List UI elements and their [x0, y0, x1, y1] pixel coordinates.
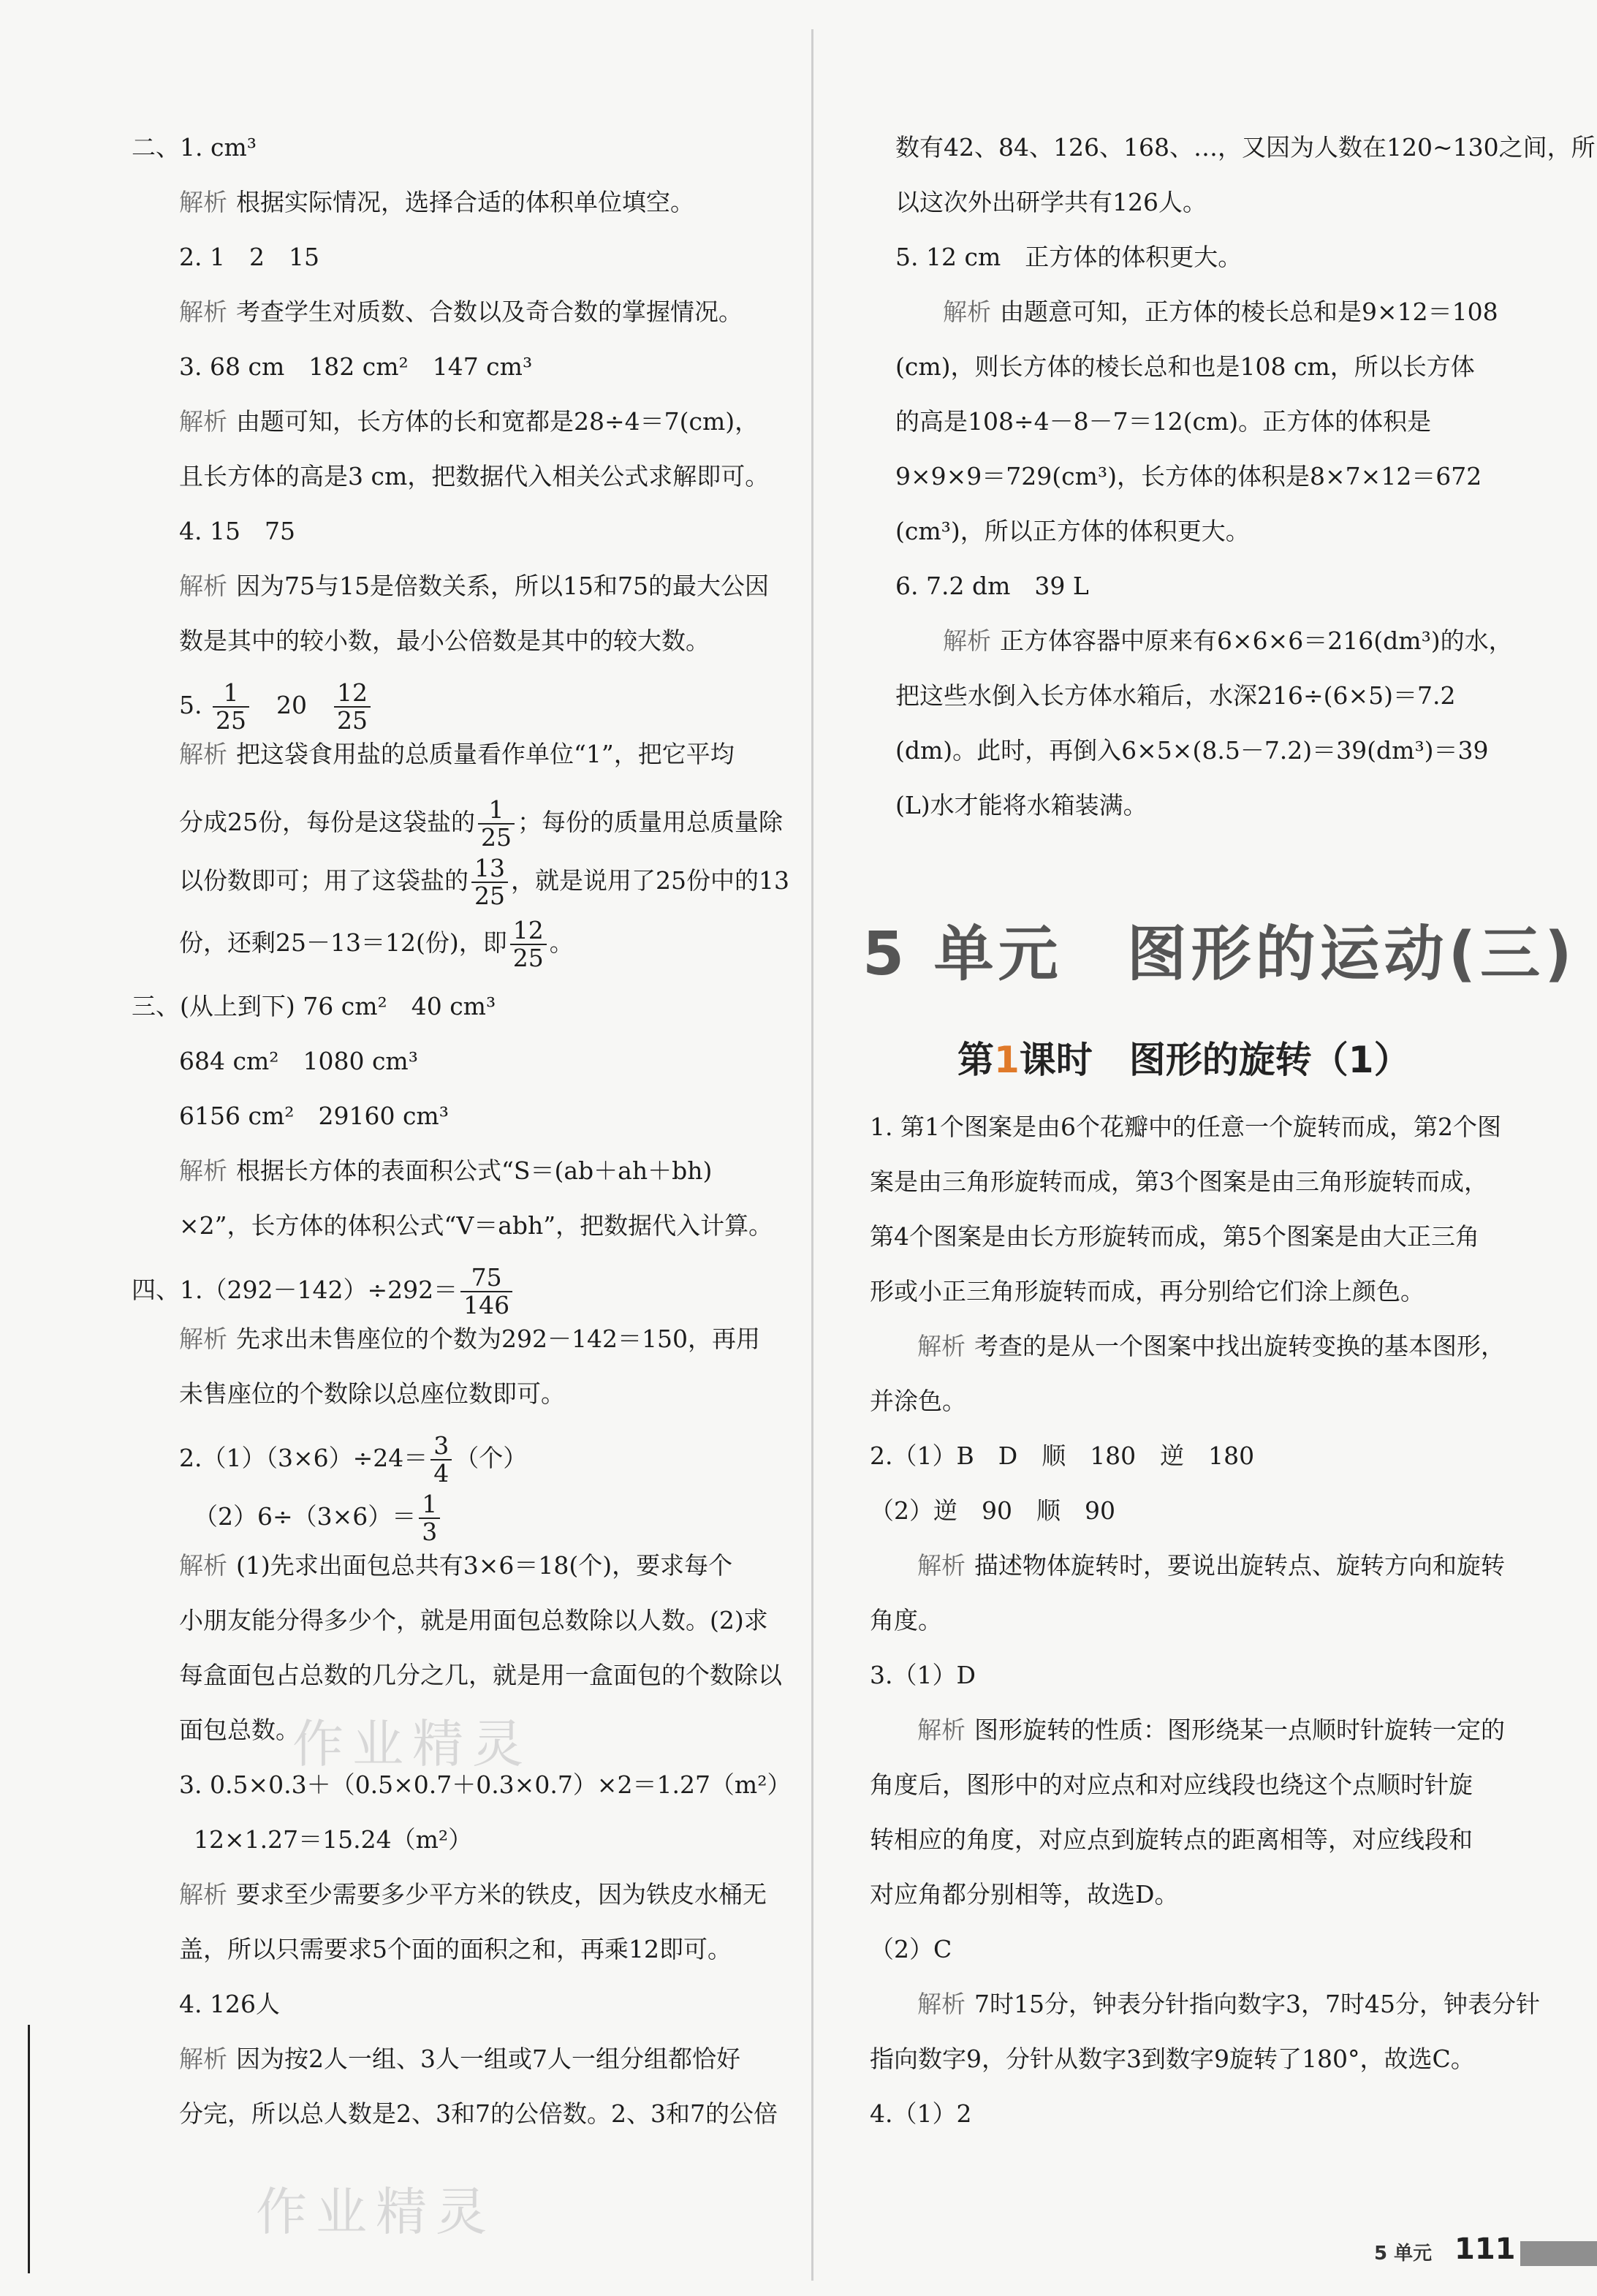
answer-line	[179, 1100, 449, 1132]
analysis-line	[179, 406, 759, 438]
line-text: 考查学生对质数、合数以及奇合数的掌握情况。	[236, 298, 743, 326]
answer-line	[895, 241, 1242, 273]
line-text: 形或小正三角形旋转而成，再分别给它们涂上颜色。	[870, 1277, 1425, 1306]
line-text: 因为按2人一组、3人一组或7人一组分组都恰好	[236, 2045, 740, 2073]
answer-line	[870, 1276, 1425, 1308]
analysis-line	[917, 1550, 1505, 1582]
line-text: 4. 126人	[179, 1990, 280, 2018]
answer-line	[179, 1378, 565, 1410]
line-text: 份，还剩25－13＝12(份)，即 $\frac{12}{25}$ 。	[179, 916, 574, 972]
answer-line	[895, 789, 1148, 822]
answer-line	[194, 1824, 472, 1856]
line-text: (dm)。此时，再倒入6×5×(8.5－7.2)＝39(dm³)＝39	[895, 736, 1489, 765]
lesson-title	[957, 1031, 1411, 1083]
line-text: 考查的是从一个图案中找出旋转变换的基本图形，	[974, 1332, 1505, 1360]
answer-line	[895, 132, 1596, 164]
line-text: 2.（1）B D 顺 180 逆 180	[870, 1441, 1255, 1470]
line-text: 由题可知，长方体的长和宽都是28÷4＝7(cm)，	[236, 407, 759, 436]
line-text: 指向数字9，分针从数字3到数字9旋转了180°，故选C。	[870, 2045, 1475, 2073]
line-text: 描述物体旋转时，要说出旋转点、旋转方向和旋转	[974, 1551, 1505, 1580]
line-text: 分完，所以总人数是2、3和7的公倍数。2、3和7的公倍	[179, 2099, 778, 2128]
fraction: $\frac{75}{146}$	[460, 1265, 512, 1319]
answer-line	[179, 241, 319, 273]
answer-line	[179, 1988, 280, 2020]
answer-line	[179, 1714, 300, 1746]
answer-line	[870, 1221, 1479, 1253]
footer-unit: 5 单元	[1374, 2243, 1433, 2265]
line-text: （2）逆 90 顺 90	[870, 1496, 1115, 1525]
analysis-label: 解析	[917, 1716, 966, 1744]
answer-line	[194, 1491, 443, 1545]
answer-line	[870, 2043, 1475, 2075]
analysis-label: 解析	[917, 1551, 966, 1580]
analysis-line	[179, 1550, 732, 1582]
answer-line	[895, 461, 1482, 493]
line-text: 角度。	[870, 1606, 942, 1634]
analysis-label: 解析	[179, 1325, 227, 1353]
fraction: $\frac{1}{25}$	[213, 680, 249, 734]
line-text: 三、(从上到下) 76 cm² 40 cm³	[132, 992, 496, 1020]
analysis-line	[179, 1879, 767, 1911]
lesson-title-post: 课时 图形的旋转（1）	[1019, 1039, 1411, 1081]
analysis-label: 解析	[179, 1156, 227, 1185]
line-text: 面包总数。	[179, 1716, 300, 1744]
line-text: 根据实际情况，选择合适的体积单位填空。	[236, 188, 694, 216]
line-text: 3.（1）D	[870, 1661, 976, 1689]
line-text: 四、1.（292－142）÷292＝ $\frac{75}{146}$	[132, 1276, 515, 1304]
answer-line	[870, 1604, 942, 1637]
page-number: 111	[1454, 2232, 1516, 2266]
analysis-line	[943, 296, 1498, 328]
answer-line	[870, 2098, 971, 2130]
answer-line	[179, 797, 783, 851]
lesson-title-num: 1	[994, 1039, 1020, 1081]
line-text: 转相应的角度，对应点到旋转点的距离相等，对应线段和	[870, 1825, 1473, 1854]
answer-line	[132, 132, 257, 164]
answer-line	[179, 1045, 418, 1077]
analysis-line	[917, 1988, 1540, 2020]
column-divider	[811, 29, 813, 2281]
answer-line	[895, 406, 1431, 438]
fraction: $\frac{12}{25}$	[510, 917, 547, 971]
answer-line	[870, 1495, 1115, 1527]
line-text: 3. 0.5×0.3＋（0.5×0.7＋0.3×0.7）×2＝1.27（m²）	[179, 1770, 792, 1799]
answer-line	[895, 515, 1250, 548]
answer-line	[179, 515, 295, 548]
line-text: ×2”，长方体的体积公式“V＝abh”，把数据代入计算。	[179, 1211, 773, 1240]
analysis-line	[179, 738, 735, 770]
answer-line	[870, 1824, 1473, 1856]
line-text: 要求至少需要多少平方米的铁皮，因为铁皮水桶无	[236, 1880, 767, 1909]
line-text: 二、1. cm³	[132, 133, 257, 162]
analysis-label: 解析	[917, 1332, 966, 1360]
analysis-line	[179, 570, 769, 602]
analysis-label: 解析	[179, 188, 227, 216]
answer-line	[895, 351, 1475, 383]
line-text: 2.（1）（3×6）÷24＝ $\frac{3}{4}$ （个）	[179, 1431, 528, 1488]
answer-line	[179, 1933, 732, 1966]
line-text: (cm³)，所以正方体的体积更大。	[895, 517, 1250, 545]
watermark: 作业精灵	[256, 2182, 496, 2242]
line-text: 5. 12 cm 正方体的体积更大。	[895, 243, 1243, 271]
line-text: 且长方体的高是3 cm，把数据代入相关公式求解即可。	[179, 462, 770, 490]
analysis-line	[917, 1714, 1505, 1746]
answer-line	[132, 990, 496, 1023]
analysis-label: 解析	[917, 1990, 966, 2018]
analysis-line	[179, 2043, 740, 2075]
line-text: 5. $\frac{1}{25}$ 20 $\frac{12}{25}$	[179, 691, 373, 719]
watermark: 作业精灵	[292, 1714, 532, 1774]
line-text: 因为75与15是倍数关系，所以15和75的最大公因	[236, 572, 769, 600]
answer-line	[870, 1166, 1488, 1198]
line-text: 对应角都分别相等，故选D。	[870, 1880, 1179, 1909]
line-text: 3. 68 cm 182 cm² 147 cm³	[179, 352, 533, 381]
line-text: 以份数即可；用了这袋盐的 $\frac{13}{25}$ ，就是说用了25份中的13	[179, 854, 789, 910]
line-text: (L)水才能将水箱装满。	[895, 791, 1148, 819]
answer-line	[179, 1659, 782, 1691]
answer-line	[179, 1604, 768, 1637]
answer-line	[870, 1385, 966, 1417]
analysis-label: 解析	[179, 2045, 227, 2073]
answer-line	[179, 1210, 773, 1242]
line-text: 2. 1 2 15	[179, 243, 319, 271]
answer-line	[870, 1111, 1501, 1143]
analysis-line	[917, 1330, 1505, 1363]
analysis-label: 解析	[179, 572, 227, 600]
line-text: 盖，所以只需要求5个面的面积之和，再乘12即可。	[179, 1935, 732, 1963]
line-text: 4. 15 75	[179, 517, 295, 545]
line-text: 并涂色。	[870, 1387, 966, 1415]
analysis-label: 解析	[179, 1880, 227, 1909]
answer-line	[179, 625, 710, 657]
analysis-line	[179, 1323, 760, 1355]
line-text: 由题意可知，正方体的棱长总和是9×12＝108	[1000, 298, 1498, 326]
answer-line	[179, 1433, 527, 1487]
answer-line	[870, 1440, 1254, 1472]
analysis-line	[179, 186, 694, 219]
analysis-label: 解析	[179, 1551, 227, 1580]
answer-line	[132, 1265, 515, 1319]
fraction: $\frac{1}{3}$	[419, 1491, 440, 1545]
answer-line	[895, 735, 1489, 767]
answer-line	[895, 186, 1207, 219]
line-text: 正方体容器中原来有6×6×6＝216(dm³)的水，	[1000, 626, 1513, 655]
lesson-title-pre: 第	[957, 1039, 994, 1081]
line-text: 6. 7.2 dm 39 L	[895, 572, 1089, 600]
answer-line	[895, 570, 1089, 602]
line-text: 7时15分，钟表分针指向数字3，7时45分，钟表分针	[974, 1990, 1540, 2018]
analysis-label: 解析	[179, 407, 227, 436]
line-text: 先求出未售座位的个数为292－142＝150，再用	[236, 1325, 760, 1353]
line-text: （2）6÷（3×6）＝ $\frac{1}{3}$	[194, 1502, 443, 1531]
line-text: (1)先求出面包总共有3×6＝18(个)，要求每个	[236, 1551, 733, 1580]
answer-line	[870, 1933, 952, 1966]
line-text: 4.（1）2	[870, 2099, 972, 2128]
margin-bar	[28, 2025, 30, 2273]
line-text: 把这袋食用盐的总质量看作单位“1”，把它平均	[236, 740, 735, 768]
fraction: $\frac{13}{25}$	[471, 855, 508, 909]
answer-line	[179, 917, 574, 971]
line-text: (cm)，则长方体的棱长总和也是108 cm，所以长方体	[895, 352, 1475, 381]
line-text: 以这次外出研学共有126人。	[895, 188, 1207, 216]
line-text: 根据长方体的表面积公式“S＝(ab＋ah＋bh)	[236, 1156, 713, 1185]
line-text: 角度后，图形中的对应点和对应线段也绕这个点顺时针旋	[870, 1770, 1473, 1799]
answer-line	[179, 351, 532, 383]
answer-line	[179, 2098, 778, 2130]
line-text: 未售座位的个数除以总座位数即可。	[179, 1379, 565, 1408]
answer-line	[179, 855, 789, 909]
line-text: 684 cm² 1080 cm³	[179, 1047, 418, 1075]
answer-line	[179, 461, 769, 493]
line-text: 把这些水倒入长方体水箱后，水深216÷(6×5)＝7.2	[895, 681, 1456, 710]
line-text: 每盒面包占总数的几分之几，就是用一盒面包的个数除以	[179, 1661, 782, 1689]
line-text: 小朋友能分得多少个，就是用面包总数除以人数。(2)求	[179, 1606, 768, 1634]
line-text: 9×9×9＝729(cm³)，长方体的体积是8×7×12＝672	[895, 462, 1482, 490]
line-text: 图形旋转的性质：图形绕某一点顺时针旋转一定的	[974, 1716, 1505, 1744]
analysis-line	[943, 625, 1513, 657]
analysis-label: 解析	[179, 740, 227, 768]
analysis-label: 解析	[943, 626, 991, 655]
analysis-label: 解析	[179, 298, 227, 326]
fraction: $\frac{12}{25}$	[334, 680, 371, 734]
analysis-line	[179, 296, 743, 328]
answer-line	[870, 1879, 1178, 1911]
fraction: $\frac{3}{4}$	[430, 1433, 452, 1487]
page-tab	[1520, 2241, 1597, 2266]
answer-line	[870, 1769, 1473, 1801]
analysis-line	[179, 1155, 712, 1187]
line-text: （2）C	[870, 1935, 952, 1963]
analysis-label: 解析	[943, 298, 991, 326]
line-text: 第4个图案是由长方形旋转而成，第5个图案是由大正三角	[870, 1222, 1479, 1251]
line-text: 数是其中的较小数，最小公倍数是其中的较大数。	[179, 626, 710, 655]
line-text: 12×1.27＝15.24（m²）	[194, 1825, 473, 1854]
line-text: 1. 第1个图案是由6个花瓣中的任意一个旋转而成，第2个图	[870, 1113, 1501, 1141]
fraction: $\frac{1}{25}$	[478, 797, 515, 851]
line-text: 6156 cm² 29160 cm³	[179, 1102, 449, 1130]
line-text: 分成25份，每份是这袋盐的 $\frac{1}{25}$ ；每份的质量用总质量除	[179, 795, 783, 852]
answer-line	[179, 680, 373, 734]
unit-title: 5 单元 图形的运动(三)	[862, 920, 1577, 989]
line-text: 数有42、84、126、168、…，又因为人数在120~130之间，所	[895, 133, 1596, 162]
answer-line	[895, 680, 1456, 712]
line-text: 的高是108÷4－8－7＝12(cm)。正方体的体积是	[895, 407, 1432, 436]
line-text: 案是由三角形旋转而成，第3个图案是由三角形旋转而成，	[870, 1167, 1488, 1196]
answer-line	[870, 1659, 976, 1691]
